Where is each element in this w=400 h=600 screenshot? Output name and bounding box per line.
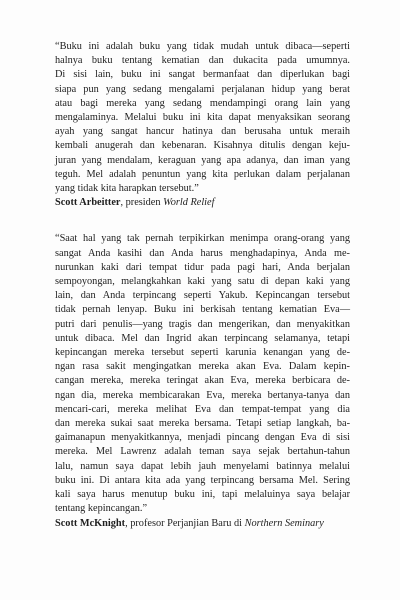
quote-line: teguh. Mel adalah penuntun yang kita perlukan dalam perjalanan bbox=[55, 168, 350, 180]
quote-line: gaimanapun menyakitkannya, menjadi pincang dengan Eva di sisi bbox=[55, 432, 350, 444]
quote-line: kali saya harus menutup buku ini, tapi melaluinya saya belajar bbox=[55, 489, 350, 501]
quote-line: ngan rasa sakit mengingatkan mereka akan Eva. Dalam kepin- bbox=[55, 361, 350, 373]
endorsement-1-attribution bbox=[55, 196, 350, 210]
endorsement-1-quote bbox=[55, 40, 350, 196]
endorsement-2-attribution bbox=[55, 517, 350, 531]
quote-line: yang tidak kita harapkan tersebut.” bbox=[55, 183, 199, 195]
quote-line: dan mereka sukai saat mereka bersama. Tetapi setiap langkah, ba- bbox=[55, 418, 350, 430]
author-role: , presiden bbox=[120, 197, 164, 209]
endorsement-2 bbox=[55, 232, 350, 530]
quote-line: halnya buku tentang kematian dan dukacita pada umumnya. bbox=[55, 55, 350, 67]
quote-line: kepincangan mereka tersebut seperti karunia kenangan yang de- bbox=[55, 347, 350, 359]
quote-line: atau bagi mereka yang sedang mendampingi orang lain yang bbox=[55, 97, 350, 109]
quote-line: “Saat hal yang tak pernah terpikirkan menimpa orang-orang yang bbox=[55, 233, 350, 245]
quote-line: kembali anugerah dan kebenaran. Kisahnya ditulis dengan keju- bbox=[55, 140, 350, 152]
quote-line: untuk dibaca. Mel dan Ingrid akan terpincang selamanya, tetapi bbox=[55, 332, 350, 344]
quote-line: buku ini. Di antara kita ada yang terpincang bersama Mel. Sering bbox=[55, 474, 350, 486]
author-role: , profesor Perjanjian Baru di bbox=[125, 517, 245, 529]
endorsement-1 bbox=[55, 40, 350, 210]
author-institution: Northern Seminary bbox=[244, 517, 324, 529]
quote-line: mengalaminya. Melalui buku ini kita dapat menyaksikan seorang bbox=[55, 112, 350, 124]
quote-line: lalu, namun saya dapat lebih jauh menyelami batinnya melalui bbox=[55, 460, 350, 472]
quote-line: siapa pun yang sedang mengalami perjalanan hidup yang berat bbox=[55, 83, 350, 95]
author-institution: World Relief bbox=[163, 197, 215, 209]
quote-line: sempoyongan, melangkahkan kaki yang satu di depan kaki yang bbox=[55, 276, 350, 288]
quote-line: mereka. Mel Lawrenz adalah teman saya sejak bertahun-tahun bbox=[55, 446, 350, 458]
quote-line: cangan mereka, mereka teringat akan Eva, mereka berbicara de- bbox=[55, 375, 350, 387]
quote-line: Di sisi lain, buku ini sangat bermanfaat dan diperlukan bagi bbox=[55, 69, 350, 81]
quote-line: tentang kepincangan.” bbox=[55, 503, 148, 515]
quote-line: sangat Anda kasihi dan Anda harus menghadapinya, Anda me- bbox=[55, 247, 350, 259]
author-name: Scott McKnight bbox=[55, 517, 126, 529]
quote-line: “Buku ini adalah buku yang tidak mudah untuk dibaca—seperti bbox=[55, 41, 350, 52]
quote-line: ayah yang sangat hancur hatinya dan berusaha untuk meraih bbox=[55, 126, 350, 138]
quote-line: putri dari penulis—yang tragis dan mengerikan, dan menyakitkan bbox=[55, 318, 350, 330]
quote-line: ngan dia, mereka membicarakan Eva, mereka bertanya-tanya dan bbox=[55, 389, 350, 401]
quote-line: tidak pernah lenyap. Buku ini berkisah tentang kematian Eva— bbox=[55, 304, 350, 316]
quote-line: juran yang mendalam, keraguan yang apa adanya, dan iman yang bbox=[55, 154, 350, 166]
author-name: Scott Arbeitter bbox=[55, 197, 121, 209]
quote-line: nurunkan kaki dari tempat tidur pada pagi hari, Anda berjalan bbox=[55, 261, 350, 273]
quote-line: mencari-cari, mereka melihat Eva dan tempat-tempat yang dia bbox=[55, 403, 350, 415]
endorsement-2-quote bbox=[55, 232, 350, 516]
quote-line: lain, dan Anda terpincang seperti Yakub. Kepincangan tersebut bbox=[55, 290, 350, 302]
